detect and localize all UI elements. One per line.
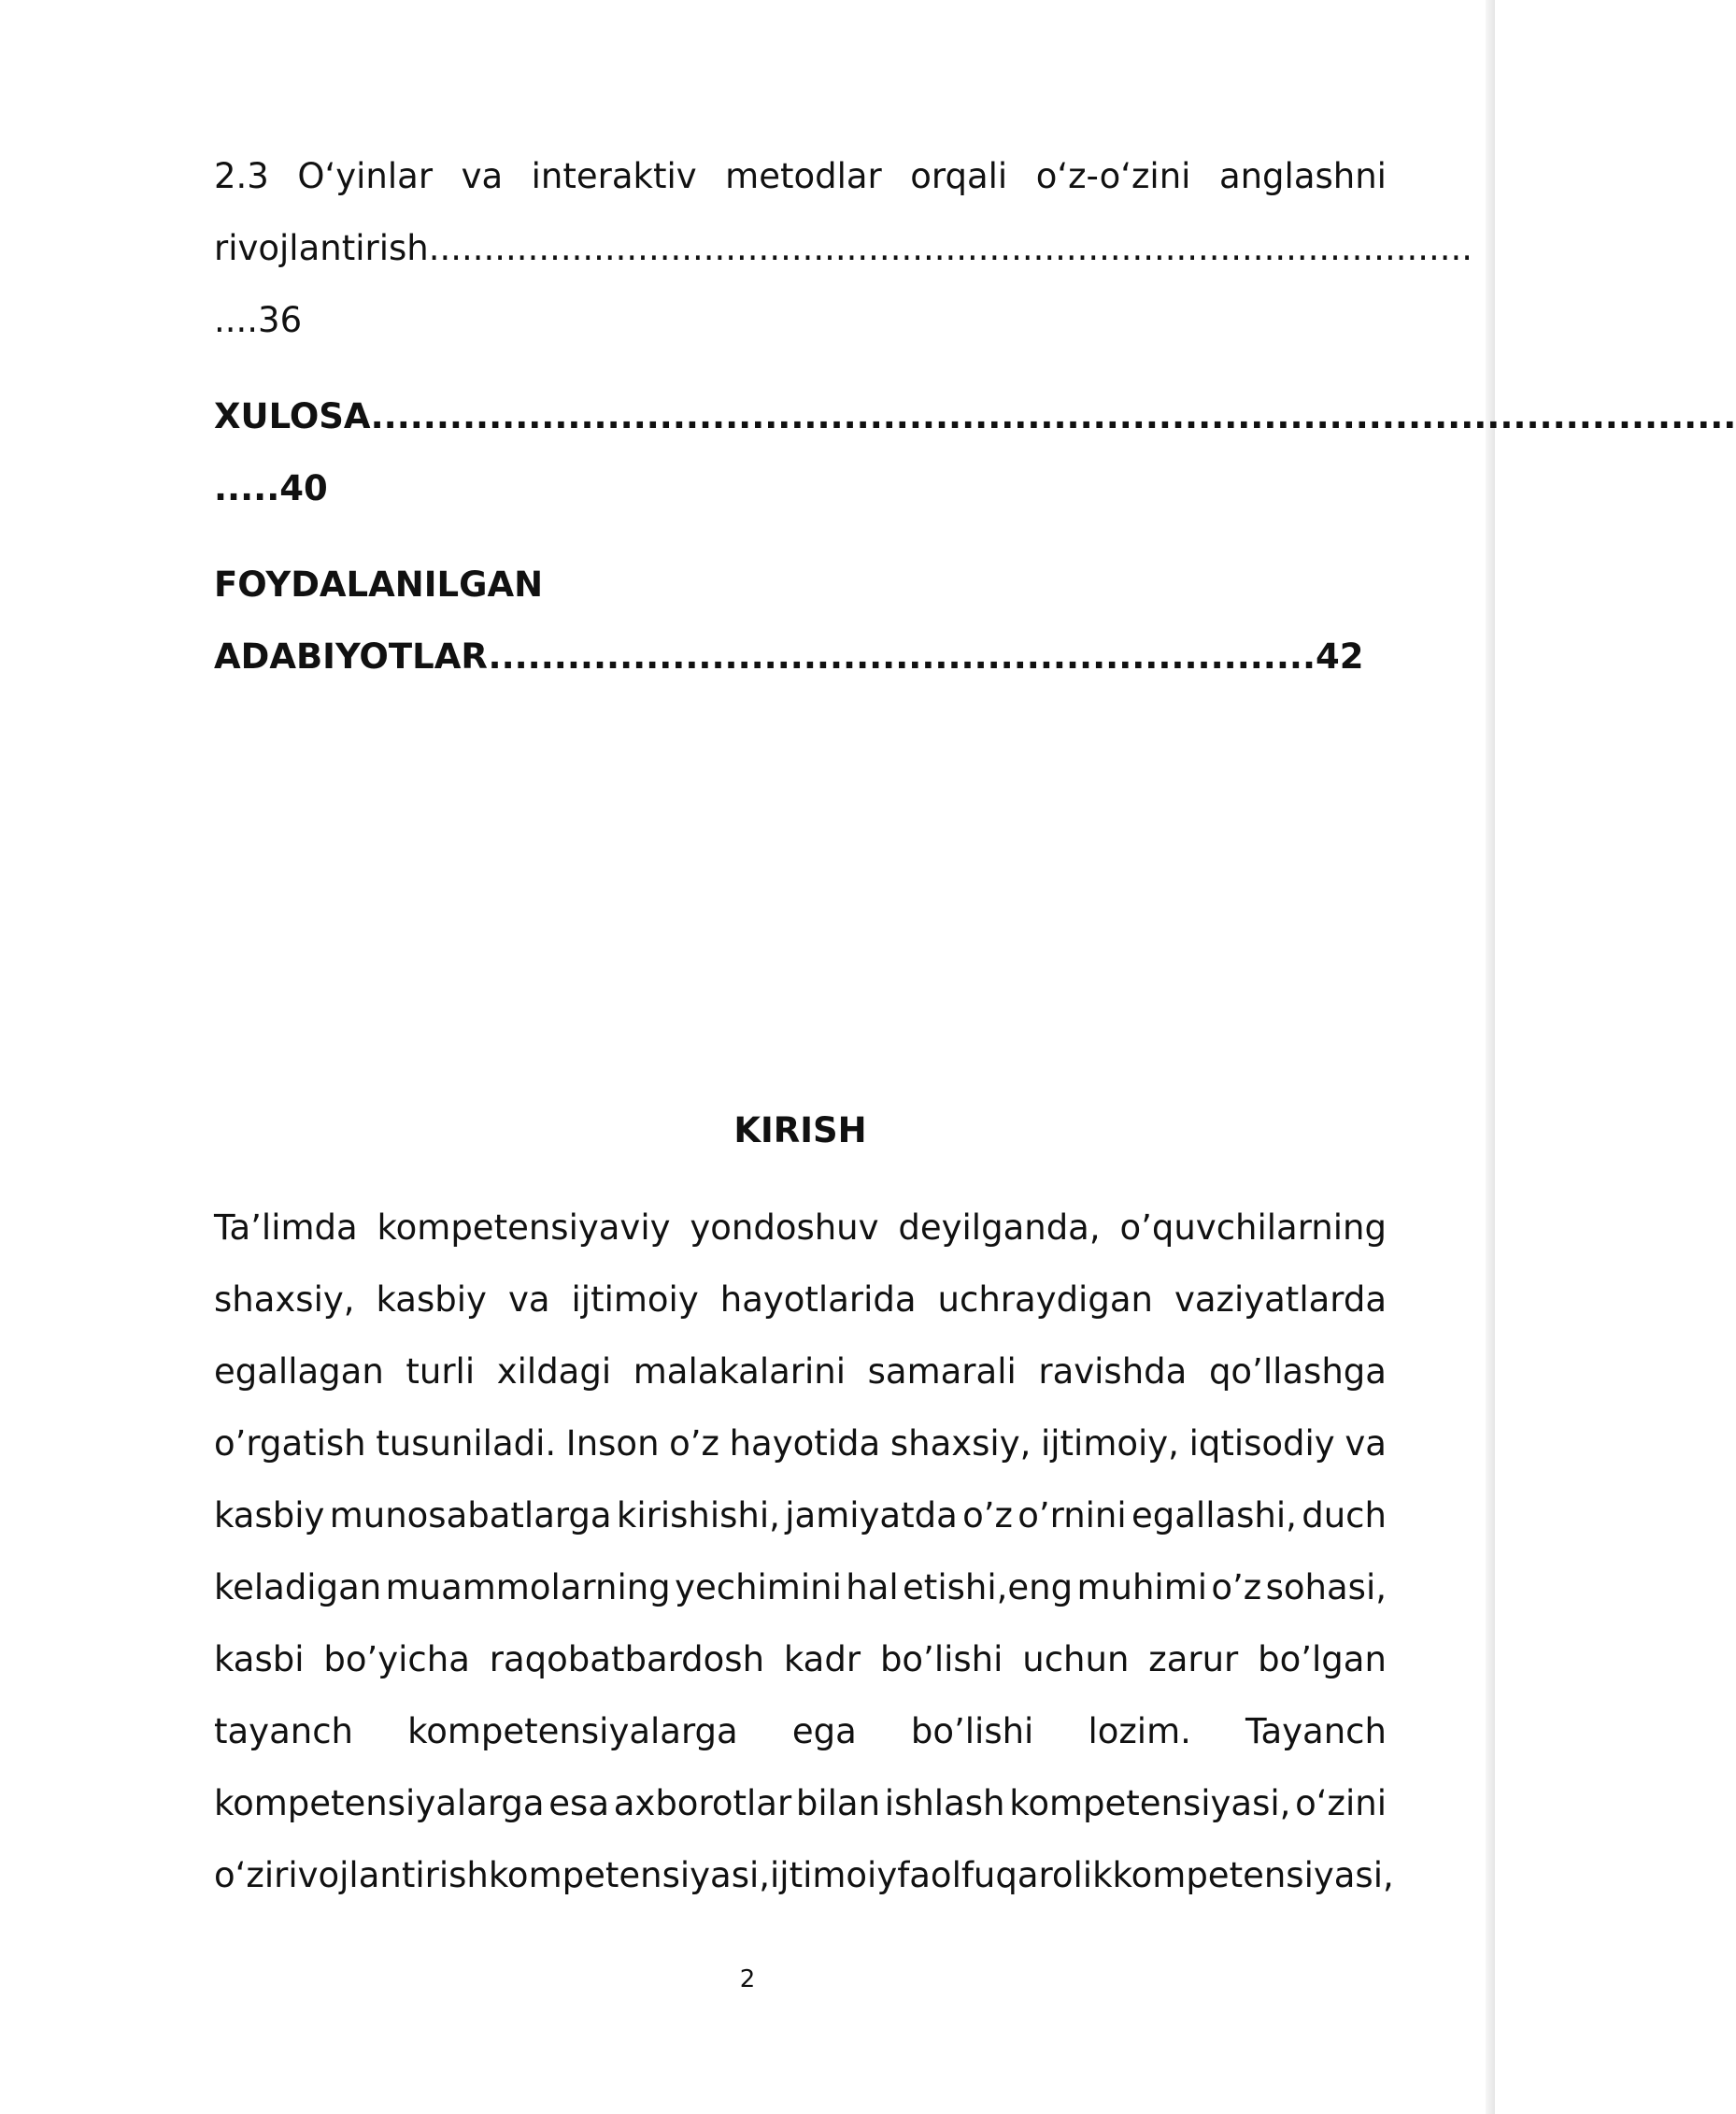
toc-title: FOYDALANILGAN — [214, 564, 544, 605]
paragraph-line — [214, 1479, 1387, 1551]
paragraph-word: ijtimoiy, — [1040, 1423, 1179, 1464]
paragraph-line — [214, 1623, 1387, 1695]
paragraph-word: yechimini — [675, 1567, 842, 1607]
paragraph-word: bo’lishi — [879, 1639, 1003, 1679]
paragraph-word: uchun — [1022, 1639, 1130, 1679]
toc-entry-2-3 — [214, 140, 1473, 356]
toc-dot-leader: ............................................................................................... — [428, 228, 1473, 268]
toc-title: XULOSA — [214, 396, 371, 436]
paragraph-line — [214, 1551, 1387, 1623]
paragraph-word: o’z — [1211, 1567, 1262, 1607]
page-number: 2 — [739, 1965, 756, 1993]
toc-entry-xulosa-line1 — [214, 380, 1736, 452]
paragraph-word: kasbi — [214, 1639, 305, 1679]
paragraph-word: kasbiy — [214, 1495, 325, 1536]
paragraph-word: o’rgatish — [214, 1423, 366, 1464]
paragraph-line — [214, 1336, 1387, 1407]
paragraph-word: tayanch — [214, 1711, 353, 1751]
paragraph-word: raqobatbardosh — [489, 1639, 765, 1679]
toc-dot-leader: ............................................................... — [488, 636, 1316, 677]
paragraph-word: va — [1345, 1423, 1387, 1464]
paragraph-word: kompetensiyasi, — [1009, 1783, 1291, 1823]
paragraph-word: sohasi, — [1265, 1567, 1387, 1607]
toc-entry-2-3-line2 — [214, 212, 1473, 284]
toc-title-word: O‘yinlar — [297, 156, 434, 196]
paragraph-word: egallashi, — [1131, 1495, 1297, 1536]
toc-entry-adabiyotlar-line2 — [214, 621, 1387, 693]
paragraph-word: bo’lgan — [1258, 1639, 1387, 1679]
paragraph-word: malakalarini — [633, 1351, 847, 1392]
paragraph-word: o’z — [669, 1423, 719, 1464]
paragraph-line — [214, 1264, 1387, 1336]
paragraph-word: fuqarolik — [960, 1855, 1113, 1895]
paragraph-word: faol — [897, 1855, 961, 1895]
toc-page-ref: .....40 — [214, 468, 328, 508]
toc-title-continuation: rivojlantirish — [214, 228, 429, 268]
paragraph-word: keladigan — [214, 1567, 382, 1607]
paragraph-line — [214, 1192, 1387, 1264]
paragraph-word: o‘zi — [214, 1855, 275, 1895]
paragraph-word: turli — [406, 1351, 476, 1392]
paragraph-word: bilan — [795, 1783, 881, 1823]
paragraph-word: yondoshuv — [690, 1207, 879, 1248]
paragraph-line — [214, 1839, 1394, 1911]
toc-entry-xulosa — [214, 380, 1736, 524]
paragraph-word: kompetensiyasi, — [1112, 1855, 1394, 1895]
toc-title-word: orqali — [910, 156, 1008, 196]
toc-title-word: va — [461, 156, 504, 196]
paragraph-word: shaxsiy, — [214, 1279, 355, 1320]
paragraph-word: egallagan — [214, 1351, 384, 1392]
paragraph-word: vaziyatlarda — [1174, 1279, 1387, 1320]
paragraph-word: Inson — [565, 1423, 660, 1464]
paragraph-word: axborotlar — [613, 1783, 792, 1823]
paragraph-line — [214, 1407, 1387, 1479]
toc-title-word: interaktiv — [531, 156, 697, 196]
body-paragraph — [214, 1192, 1394, 1911]
paragraph-word: o’rnini — [1017, 1495, 1127, 1536]
toc-title: ADABIYOTLAR — [214, 636, 489, 677]
toc-title-word: anglashni — [1218, 156, 1387, 196]
paragraph-word: o‘zini — [1295, 1783, 1387, 1823]
paragraph-word: hayotlarida — [719, 1279, 917, 1320]
paragraph-word: shaxsiy, — [889, 1423, 1032, 1464]
paragraph-word: kirishishi, — [616, 1495, 780, 1536]
toc-title-word: o‘z-o‘zini — [1035, 156, 1191, 196]
paragraph-word: esa — [548, 1783, 610, 1823]
paragraph-word: munosabatlarga — [329, 1495, 612, 1536]
paragraph-word: lozim. — [1088, 1711, 1191, 1751]
paragraph-word: ijtimoiy — [571, 1279, 699, 1320]
paragraph-word: kompetensiyasi, — [488, 1855, 771, 1895]
table-of-contents — [214, 140, 1736, 693]
section-heading: KIRISH — [733, 1110, 867, 1150]
paragraph-line — [214, 1695, 1387, 1767]
paragraph-word: kompetensiyalarga — [214, 1783, 545, 1823]
toc-page-ref: ....36 — [214, 300, 303, 340]
paragraph-word: muhimi — [1076, 1567, 1208, 1607]
paragraph-word: deyilganda, — [898, 1207, 1101, 1248]
paragraph-word: ravishda — [1038, 1351, 1188, 1392]
paragraph-word: bo’lishi — [910, 1711, 1034, 1751]
paragraph-word: jamiyatda — [785, 1495, 958, 1536]
toc-dot-leader: ........................................................................................................ — [370, 396, 1736, 436]
paragraph-word: ishlash — [884, 1783, 1005, 1823]
paragraph-word: kompetensiyaviy — [377, 1207, 671, 1248]
paragraph-word: Ta’limda — [214, 1207, 358, 1248]
paragraph-word: samarali — [867, 1351, 1017, 1392]
paragraph-word: Tayanch — [1245, 1711, 1387, 1751]
paragraph-word: kadr — [783, 1639, 861, 1679]
paragraph-word: tusuniladi. — [376, 1423, 557, 1464]
paragraph-word: rivojlantirish — [274, 1855, 489, 1895]
paragraph-word: etishi,eng — [903, 1567, 1074, 1607]
paragraph-word: kasbiy — [376, 1279, 487, 1320]
page-edge-shadow — [1486, 0, 1495, 2114]
paragraph-word: hal — [846, 1567, 899, 1607]
toc-entry-number: 2.3 — [214, 156, 269, 196]
paragraph-word: muammolarning — [385, 1567, 671, 1607]
toc-entry-adabiyotlar — [214, 549, 1387, 693]
paragraph-word: xildagi — [496, 1351, 612, 1392]
paragraph-word: o’z — [962, 1495, 1013, 1536]
paragraph-word: o’quvchilarning — [1119, 1207, 1387, 1248]
paragraph-word: va — [507, 1279, 550, 1320]
paragraph-line — [214, 1767, 1387, 1839]
paragraph-word: hayotida — [729, 1423, 881, 1464]
paragraph-word: kompetensiyalarga — [407, 1711, 738, 1751]
toc-entry-2-3-line1 — [214, 140, 1387, 212]
paragraph-word: ega — [791, 1711, 857, 1751]
paragraph-word: duch — [1302, 1495, 1387, 1536]
paragraph-word: bo’yicha — [323, 1639, 470, 1679]
paragraph-word: ijtimoiy — [770, 1855, 898, 1895]
paragraph-word: zarur — [1148, 1639, 1239, 1679]
paragraph-word: uchraydigan — [937, 1279, 1153, 1320]
paragraph-word: qo’llashga — [1208, 1351, 1387, 1392]
toc-page-ref: 42 — [1316, 636, 1364, 677]
toc-title-word: metodlar — [725, 156, 882, 196]
paragraph-word: iqtisodiy — [1188, 1423, 1335, 1464]
